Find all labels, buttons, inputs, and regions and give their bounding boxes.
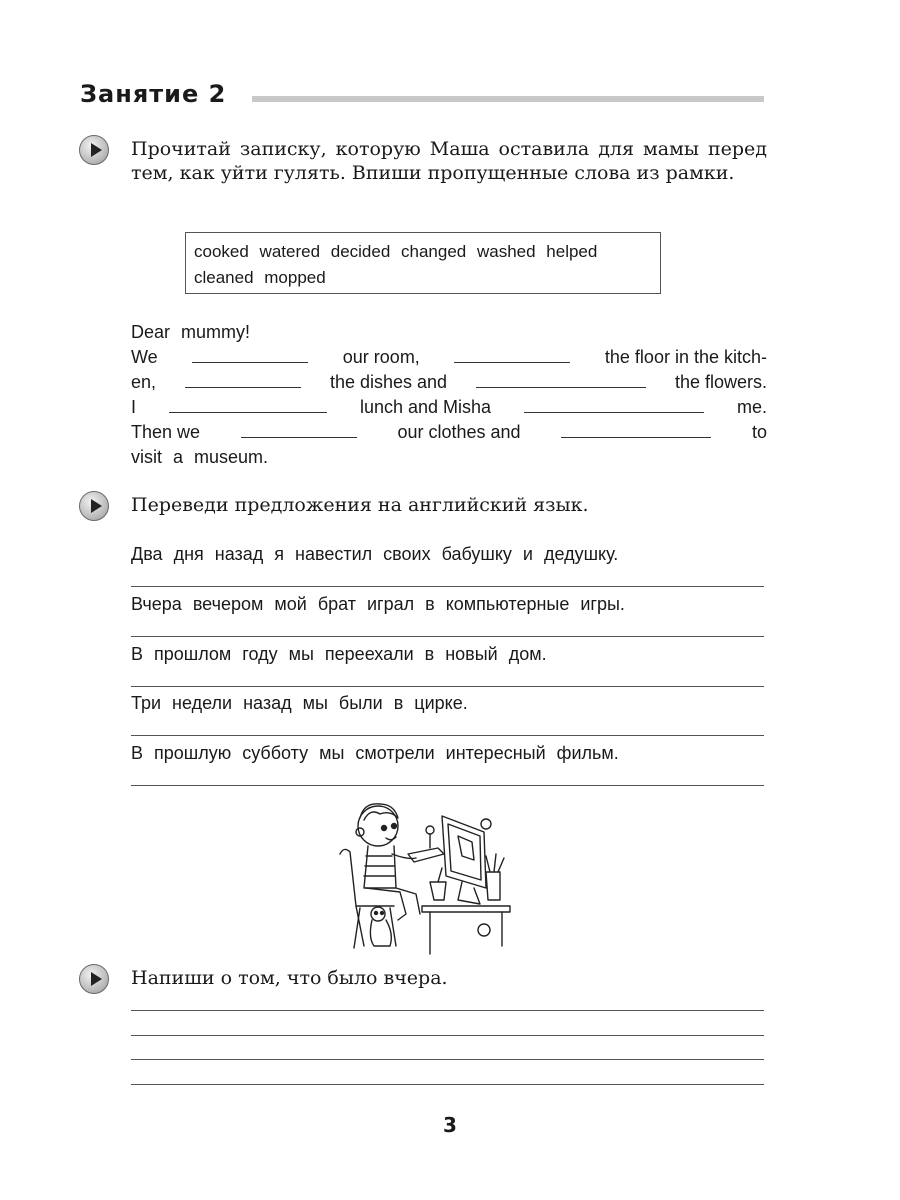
answer-blank[interactable] [454, 348, 570, 363]
answer-line[interactable] [131, 735, 764, 736]
note-text: the flowers. [674, 372, 767, 392]
note-text: to [751, 422, 767, 442]
play-icon [79, 135, 109, 165]
note-greeting: Dear mummy! [131, 322, 251, 342]
note-text: We [131, 347, 158, 367]
answer-blank[interactable] [185, 373, 301, 388]
boy-at-computer-illustration [334, 796, 514, 956]
answer-line[interactable] [131, 1084, 764, 1085]
word-box: cooked watered decided changed washed helped cleaned mopped [185, 232, 661, 294]
note-text: our clothes and [397, 422, 521, 442]
note-line-3 [131, 395, 767, 420]
translation-sentence: Два дня назад я навестил своих бабушку и дедушку. [131, 544, 619, 564]
task2-instruction: Переведи предложения на английский язык. [131, 494, 589, 516]
task3-instruction: Напиши о том, что было вчера. [131, 967, 448, 989]
note-text: the floor in the kitch- [604, 347, 767, 367]
answer-blank[interactable] [476, 373, 646, 388]
note-text: en, [131, 372, 157, 392]
translation-sentence: В прошлом году мы переехали в новый дом. [131, 644, 547, 664]
note-line-2 [131, 370, 767, 395]
play-icon [79, 964, 109, 994]
translation-sentence: Вчера вечером мой брат играл в компьютерные игры. [131, 594, 625, 614]
note-text: our room, [342, 347, 420, 367]
answer-line[interactable] [131, 1035, 764, 1036]
translation-sentence: Три недели назад мы были в цирке. [131, 693, 468, 713]
answer-blank[interactable] [192, 348, 308, 363]
note-text: me. [736, 397, 767, 417]
answer-line[interactable] [131, 1010, 764, 1011]
answer-line[interactable] [131, 1059, 764, 1060]
note-line-4 [131, 420, 767, 445]
note-line-1 [131, 345, 767, 370]
task1-instruction: Прочитай записку, которую Маша оставила для мамы перед тем, как уйти гулять. Впиши пропущенные слова из рамки. [131, 138, 767, 184]
page-number: 3 [443, 1113, 457, 1137]
note-text: lunch and Misha [359, 397, 492, 417]
answer-blank[interactable] [561, 423, 711, 438]
play-icon [79, 491, 109, 521]
answer-line[interactable] [131, 636, 764, 637]
answer-blank[interactable] [524, 398, 704, 413]
answer-blank[interactable] [241, 423, 357, 438]
note-text: I [131, 397, 137, 417]
translation-sentence: В прошлую субботу мы смотрели интересный фильм. [131, 743, 619, 763]
title-rule [252, 96, 764, 102]
note-line-5: visit a museum. [131, 447, 269, 467]
lesson-title: Занятие 2 [80, 80, 227, 108]
note-text: Then we [131, 422, 201, 442]
answer-line[interactable] [131, 785, 764, 786]
note-text: the dishes and [329, 372, 448, 392]
answer-line[interactable] [131, 586, 764, 587]
answer-blank[interactable] [169, 398, 327, 413]
answer-line[interactable] [131, 686, 764, 687]
